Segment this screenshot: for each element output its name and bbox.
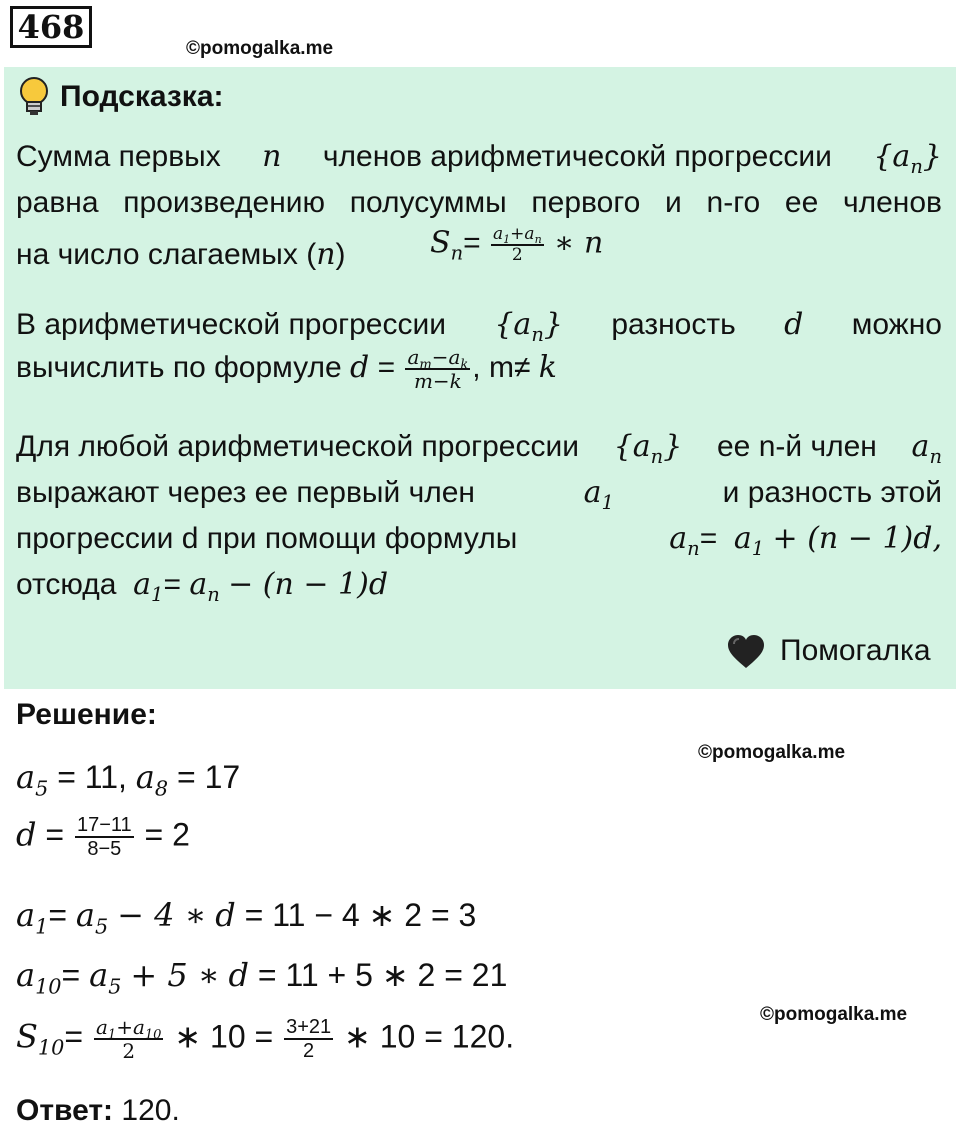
difference-fraction: $\frac{17-11}{8-5}$ [76, 814, 132, 860]
hint-p1-line3: на число слагаемых (n) [16, 237, 346, 272]
hint-p3-line3: прогрессии d при помощи формулы $a_n= a_1 + (n - 1)d$, [16, 521, 942, 560]
watermark-middle: ©pomogalka.me [698, 742, 846, 763]
solution-difference: d = $\frac{17-11}{8-5}$ = 2 [16, 814, 190, 860]
solution-sum: $S_{10}=$ $\frac{a_1+a_{10}}{2}$ ∗ 10 = $\frac{3+21}{2}$ ∗ 10 = 120. [16, 1015, 515, 1063]
sum-fraction-symbolic: $\frac{a_1+a_{10}}{2}$ [95, 1015, 162, 1063]
heart-icon [726, 634, 766, 670]
solution-title: Решение: [16, 698, 157, 731]
hint-p1-line1: Сумма первых n членов арифметичесокй прогрессии $\{a_n\}$ [16, 139, 942, 178]
hint-p2-line2: вычислить по формуле d = $\frac{a_m-a_k}{m-k}$ , m≠ k [16, 345, 557, 393]
lightbulb-icon [16, 76, 56, 120]
solution-given: $a_5 = 11$, $a_8 = 17$ [16, 758, 241, 801]
solution-tenth-term: $a_{10}= a_5 + 5$ ∗ d = 11 + 5 ∗ 2 = 21 [16, 956, 508, 999]
solution-first-term: $a_1= a_5 - 4$ ∗ d = 11 − 4 ∗ 2 = 3 [16, 896, 477, 939]
answer-label: Ответ: [16, 1094, 114, 1127]
hint-p1-line2: равна произведению полусуммы первого и n-го ее членов [16, 186, 942, 219]
diff-formula-fraction: $\frac{a_m-a_k}{m-k}$ [407, 345, 469, 393]
watermark-bottom: ©pomogalka.me [760, 1004, 908, 1025]
hint-p2-line1: В арифметической прогрессии $\{a_n\}$ разность d можно [16, 307, 942, 346]
watermark-top: ©pomogalka.me [186, 38, 334, 59]
sum-formula-fraction: $\frac{a_1+a_n}{2}$ [493, 224, 542, 265]
hint-p3-line2: выражают через ее первый член $a_1$ и разность этой [16, 475, 942, 514]
answer [16, 1094, 180, 1128]
problem-number: 468 [10, 6, 92, 48]
sum-fraction-numeric: $\frac{3+21}{2}$ [286, 1016, 332, 1062]
brand-label: Помогалка [780, 634, 931, 667]
sum-formula: $S_n=$ $\frac{a_1+a_n}{2}$ ∗ n [430, 224, 604, 265]
hint-p3-line1: Для любой арифметической прогрессии $\{a_n\}$ ее n-й член $a_n$ [16, 429, 942, 468]
answer-value: 120. [121, 1094, 180, 1127]
hint-p3-line4: отсюда $a_1= a_n - (n - 1)d$ [16, 567, 389, 606]
hint-title: Подсказка: [60, 80, 224, 113]
